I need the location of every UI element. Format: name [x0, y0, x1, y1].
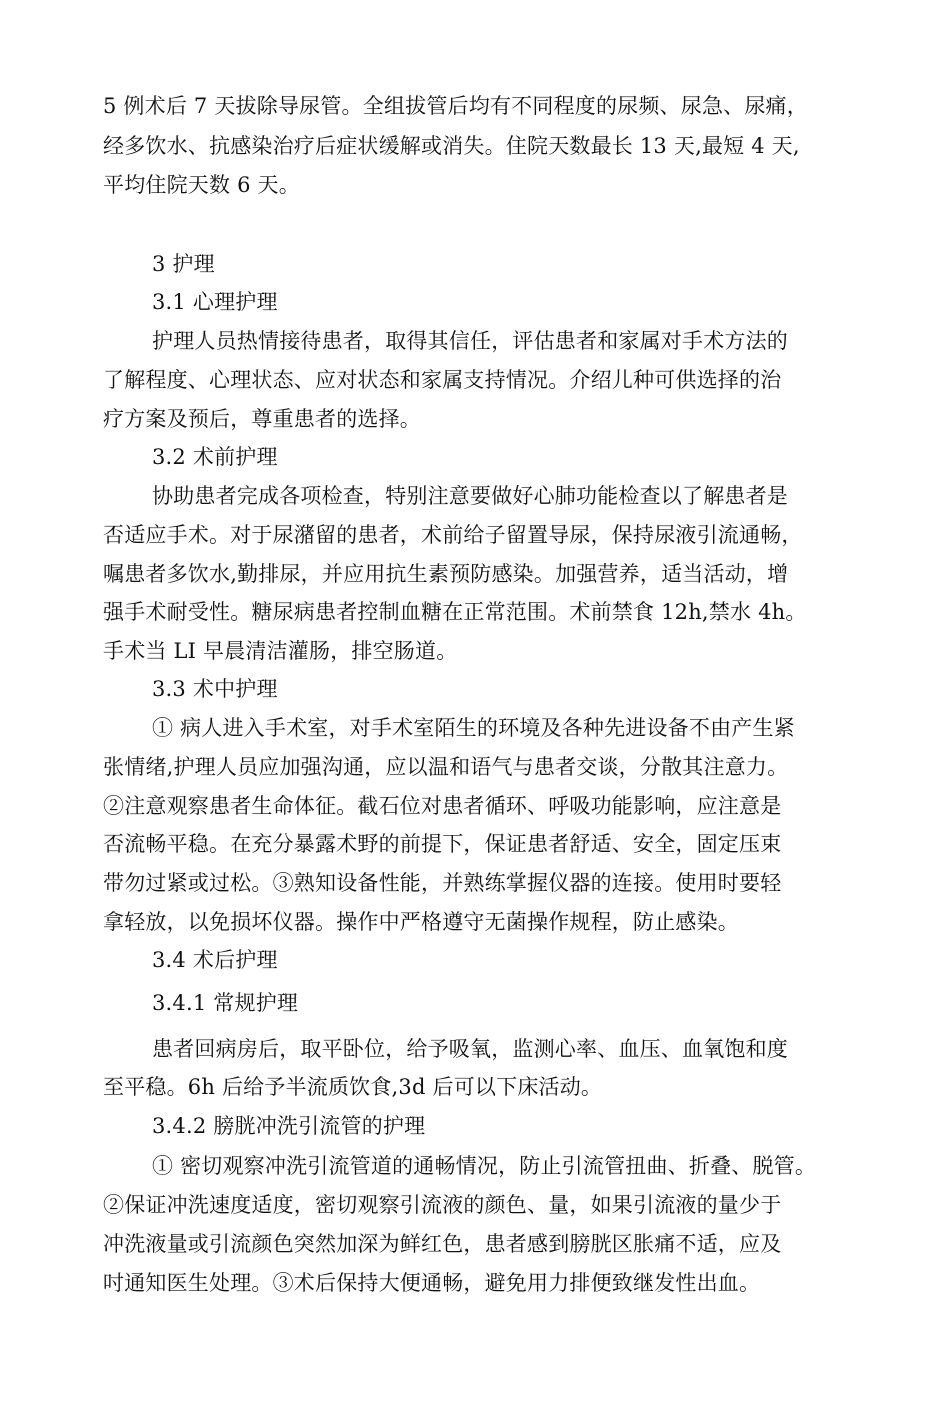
- subsubsection-heading: 3.4.1 常规护理: [152, 991, 299, 1015]
- text-line: 冲洗液量或引流颜色突然加深为鲜红色，患者感到膀胱区胀痛不适，应及: [103, 1232, 782, 1256]
- text-line: ① 密切观察冲洗引流管道的通畅情况，防止引流管扭曲、折叠、脱管。: [152, 1154, 817, 1178]
- text-line: ① 病人进入手术室，对手术室陌生的环境及各种先进设备不由产生紧: [152, 716, 795, 740]
- text-line: 5 例术后 7 天拔除导尿管。全组拔管后均有不同程度的尿频、尿急、尿痛，: [103, 94, 808, 118]
- subsection-heading: 3.3 术中护理: [152, 677, 278, 701]
- text-line: 手术当 LI 早晨清洁灌肠，排空肠道。: [103, 639, 458, 663]
- subsection-heading: 3.1 心理护理: [152, 290, 278, 314]
- text-line: 否流畅平稳。在充分暴露术野的前提下，保证患者舒适、安全，固定压束: [103, 832, 782, 856]
- text-line: 患者回病房后，取平卧位，给予吸氧，监测心率、血压、血氧饱和度: [152, 1037, 788, 1061]
- text-line: ②保证冲洗速度适度，密切观察引流液的颜色、量，如果引流液的量少于: [103, 1193, 782, 1217]
- text-line: 拿轻放，以免损坏仪器。操作中严格遵守无菌操作规程，防止感染。: [103, 910, 739, 934]
- text-line: 至平稳。6h 后给予半流质饮食,3d 后可以下床活动。: [103, 1075, 603, 1099]
- text-line: 协助患者完成各项检查，特别注意要做好心肺功能检查以了解患者是: [152, 484, 788, 508]
- text-line: 嘱患者多饮水,勤排尿，并应用抗生素预防感染。加强营养，适当活动，增: [103, 562, 789, 586]
- text-line: 经多饮水、抗感染治疗后症状缓解或消失。住院天数最长 13 天,最短 4 天,: [103, 134, 800, 158]
- text-line: ②注意观察患者生命体征。截石位对患者循环、呼吸功能影响，应注意是: [103, 794, 782, 818]
- text-line: 否适应手术。对于尿潴留的患者，术前给子留置导尿，保持尿液引流通畅，: [103, 523, 803, 547]
- text-line: 平均住院天数 6 天。: [103, 173, 300, 197]
- subsubsection-heading: 3.4.2 膀胱冲洗引流管的护理: [152, 1114, 426, 1138]
- text-line: 强手术耐受性。糖尿病患者控制血糖在正常范围。术前禁食 12h,禁水 4h。: [103, 600, 807, 624]
- subsection-heading: 3.4 术后护理: [152, 948, 278, 972]
- text-line: 疗方案及预后，尊重患者的选择。: [103, 407, 421, 431]
- text-line: 吋通知医生处理。③术后保持大便通畅，避免用力排便致继发性出血。: [103, 1271, 761, 1295]
- subsection-heading: 3.2 术前护理: [152, 445, 278, 469]
- text-line: 带勿过紧或过松。③熟知设备性能，并熟练掌握仪器的连接。使用时要轻: [103, 871, 782, 895]
- text-line: 张情绪,护理人员应加强沟通，应以温和语气与患者交谈，分散其注意力。: [103, 755, 789, 779]
- text-line: 了解程度、心理状态、应对状态和家属支持情况。介绍儿种可供选择的治: [103, 368, 782, 392]
- text-line: 护理人员热情接待患者，取得其信任，评估患者和家属对手术方法的: [152, 329, 788, 353]
- section-heading: 3 护理: [152, 252, 215, 276]
